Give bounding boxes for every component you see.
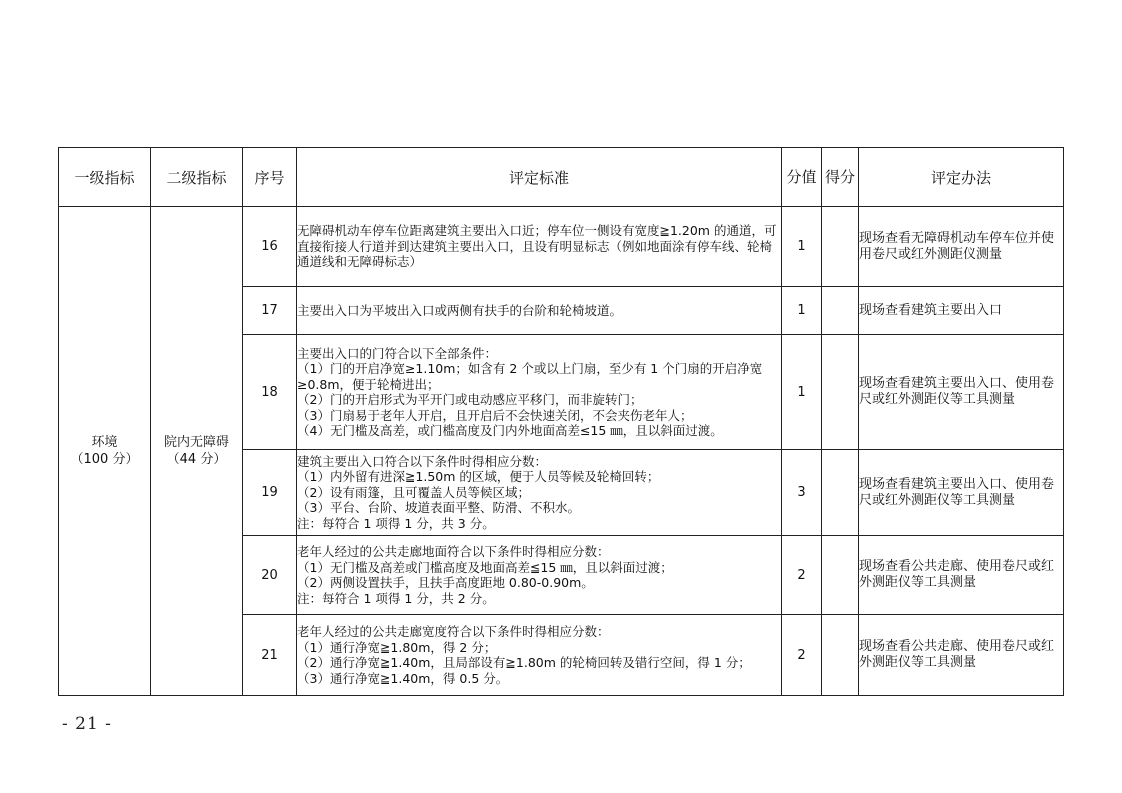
score-cell xyxy=(822,287,859,335)
header-level2: 二级指标 xyxy=(151,148,243,207)
method-cell: 现场查看公共走廊、使用卷尺或红外测距仪等工具测量 xyxy=(859,615,1064,696)
criteria-line: （4）无门槛及高差，或门槛高度及门内外地面高差≤15 ㎜，且以斜面过渡。 xyxy=(297,423,723,438)
header-row xyxy=(59,148,1064,207)
table-body xyxy=(59,207,1064,696)
criteria-cell xyxy=(297,536,782,615)
header-level1: 一级指标 xyxy=(59,148,151,207)
criteria-line: （2）两侧设置扶手，且扶手高度距地 0.80-0.90m。 xyxy=(297,575,594,590)
score-cell xyxy=(822,536,859,615)
points-cell: 2 xyxy=(782,615,822,696)
row-number: 19 xyxy=(243,450,297,536)
page-number: - 21 - xyxy=(62,714,112,734)
criteria-line: （2）门的开启形式为平开门或电动感应平移门，而非旋转门； xyxy=(297,392,643,407)
row-number: 16 xyxy=(243,207,297,287)
score-cell xyxy=(822,207,859,287)
header-serial: 序号 xyxy=(243,148,297,207)
criteria-cell xyxy=(297,207,782,287)
criteria-cell xyxy=(297,335,782,450)
points-cell: 3 xyxy=(782,450,822,536)
table-row xyxy=(59,207,1064,287)
method-cell: 现场查看建筑主要出入口、使用卷尺或红外测距仪等工具测量 xyxy=(859,450,1064,536)
criteria-line: 注：每符合 1 项得 1 分，共 2 分。 xyxy=(297,590,495,606)
criteria-line: 主要出入口为平坡出入口或两侧有扶手的台阶和轮椅坡道。 xyxy=(297,302,623,318)
criteria-line: （2）设有雨篷，且可覆盖人员等候区域； xyxy=(297,484,530,500)
score-cell xyxy=(822,615,859,696)
criteria-line: 老年人经过的公共走廊宽度符合以下条件时得相应分数： xyxy=(297,624,610,639)
level1-name: 环境 xyxy=(91,435,118,450)
points-cell: 1 xyxy=(782,287,822,335)
criteria-line: 注：每符合 1 项得 1 分，共 3 分。 xyxy=(297,515,495,531)
criteria-line: （1）门的开启净宽≥1.10m；如含有 2 个或以上门扇，至少有 1 个门扇的开启净宽≥0.8m，便于轮椅进出； xyxy=(297,361,763,392)
level2-total: （44 分） xyxy=(166,452,227,467)
criteria-line: （1）内外留有进深≧1.50m 的区域，便于人员等候及轮椅回转； xyxy=(297,469,660,485)
level2-cell xyxy=(151,207,243,696)
points-cell: 2 xyxy=(782,536,822,615)
evaluation-table xyxy=(58,147,1064,696)
criteria-line: 主要出入口的门符合以下全部条件： xyxy=(297,345,498,361)
score-cell xyxy=(822,450,859,536)
criteria-cell xyxy=(297,450,782,536)
criteria-line: （2）通行净宽≧1.40m，且局部设有≧1.80m 的轮椅回转及错行空间，得 1 分； xyxy=(297,655,751,670)
criteria-line: （3）平台、台阶、坡道表面平整、防滑、不积水。 xyxy=(297,500,580,516)
criteria-line: 无障碍机动车停车位距离建筑主要出入口近；停车位一侧设有宽度≧1.20m 的通道，可直接衔接人行道并到达建筑主要出入口，且设有明显标志（例如地面涂有停车线、轮椅通道线和无障碍标志） xyxy=(297,223,777,270)
criteria-line: 老年人经过的公共走廊地面符合以下条件时得相应分数： xyxy=(297,544,610,559)
row-number: 17 xyxy=(243,287,297,335)
method-cell: 现场查看公共走廊、使用卷尺或红外测距仪等工具测量 xyxy=(859,536,1064,615)
method-cell: 现场查看建筑主要出入口 xyxy=(859,287,1064,335)
row-number: 20 xyxy=(243,536,297,615)
table-header xyxy=(59,148,1064,207)
header-score: 得分 xyxy=(822,148,859,207)
row-number: 21 xyxy=(243,615,297,696)
criteria-line: 建筑主要出入口符合以下条件时得相应分数： xyxy=(297,453,548,469)
header-method: 评定办法 xyxy=(859,148,1064,207)
points-cell: 1 xyxy=(782,207,822,287)
criteria-line: （3）通行净宽≧1.40m，得 0.5 分。 xyxy=(297,670,509,686)
level2-name: 院内无障碍 xyxy=(163,435,229,450)
score-cell xyxy=(822,335,859,450)
criteria-line: （3）门扇易于老年人开启，且开启后不会快速关闭，不会夹伤老年人； xyxy=(297,407,693,423)
criteria-cell xyxy=(297,615,782,696)
method-cell: 现场查看无障碍机动车停车位并使用卷尺或红外测距仪测量 xyxy=(859,207,1064,287)
criteria-line: （1）无门槛及高差或门槛高度及地面高差≦15 ㎜，且以斜面过渡； xyxy=(297,559,673,575)
points-cell: 1 xyxy=(782,335,822,450)
level1-cell xyxy=(59,207,151,696)
header-points: 分值 xyxy=(782,148,822,207)
criteria-line: （1）通行净宽≧1.80m，得 2 分； xyxy=(297,639,497,655)
row-number: 18 xyxy=(243,335,297,450)
criteria-cell xyxy=(297,287,782,335)
method-cell: 现场查看建筑主要出入口、使用卷尺或红外测距仪等工具测量 xyxy=(859,335,1064,450)
header-criteria: 评定标准 xyxy=(297,148,782,207)
level1-total: （100 分） xyxy=(70,452,139,467)
